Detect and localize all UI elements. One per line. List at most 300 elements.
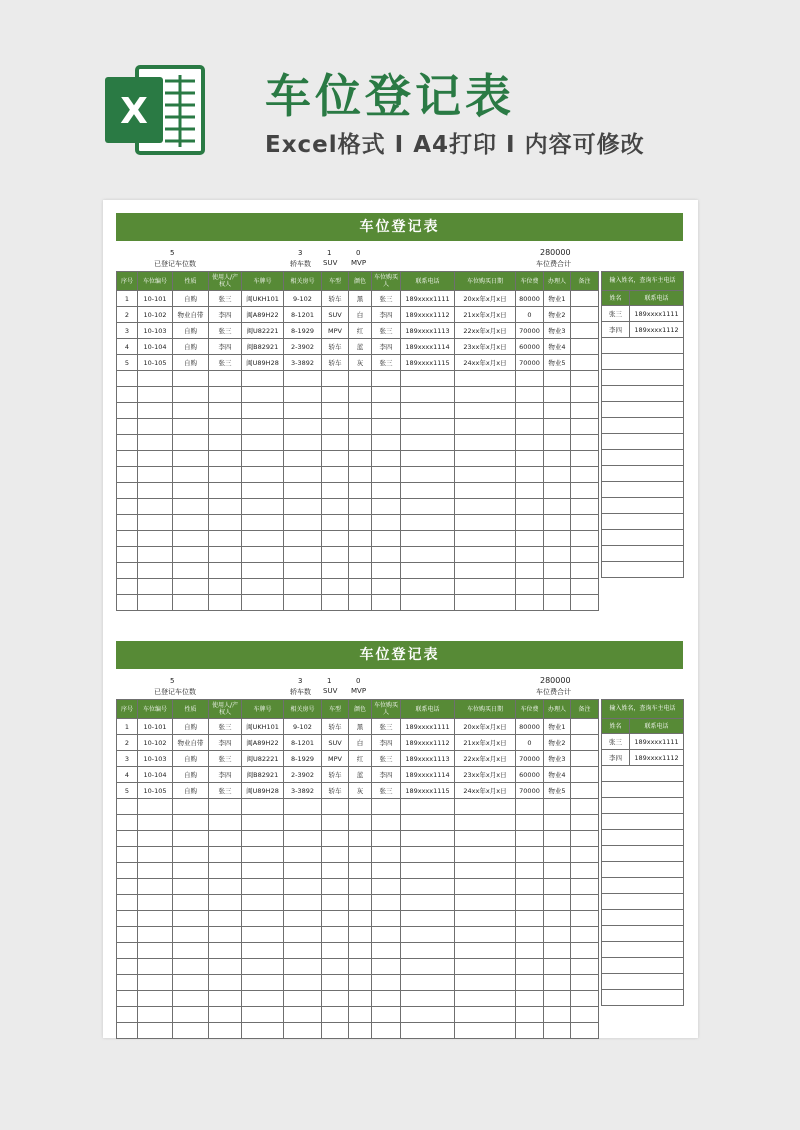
table-cell[interactable]: 张三 bbox=[209, 323, 242, 339]
table-cell[interactable] bbox=[401, 419, 455, 435]
table-cell[interactable]: 闽B82921 bbox=[242, 339, 284, 355]
lookup-cell[interactable] bbox=[602, 830, 684, 846]
table-cell[interactable] bbox=[401, 467, 455, 483]
table-cell[interactable] bbox=[242, 451, 284, 467]
table-cell[interactable] bbox=[209, 863, 242, 879]
table-cell[interactable] bbox=[138, 879, 173, 895]
table-cell[interactable] bbox=[544, 815, 571, 831]
table-cell[interactable]: 闽UKH101 bbox=[242, 291, 284, 307]
table-cell[interactable] bbox=[516, 879, 544, 895]
lookup-cell[interactable] bbox=[602, 514, 684, 530]
table-cell[interactable]: 黑 bbox=[349, 291, 372, 307]
table-cell[interactable] bbox=[209, 1023, 242, 1039]
table-cell[interactable] bbox=[349, 847, 372, 863]
table-cell[interactable] bbox=[401, 531, 455, 547]
table-cell[interactable] bbox=[401, 579, 455, 595]
table-cell[interactable] bbox=[571, 975, 599, 991]
table-cell[interactable]: 蓝 bbox=[349, 767, 372, 783]
table-cell[interactable]: 60000 bbox=[516, 767, 544, 783]
table-cell[interactable] bbox=[571, 339, 599, 355]
table-cell[interactable]: 4 bbox=[117, 767, 138, 783]
table-cell[interactable] bbox=[117, 483, 138, 499]
table-cell[interactable] bbox=[117, 547, 138, 563]
table-cell[interactable] bbox=[322, 371, 349, 387]
table-cell[interactable] bbox=[401, 1023, 455, 1039]
table-cell[interactable] bbox=[173, 943, 209, 959]
table-cell[interactable]: 自购 bbox=[173, 339, 209, 355]
table-cell[interactable] bbox=[544, 911, 571, 927]
table-cell[interactable] bbox=[516, 451, 544, 467]
lookup-cell[interactable] bbox=[602, 958, 684, 974]
table-cell[interactable] bbox=[242, 371, 284, 387]
table-cell[interactable] bbox=[349, 959, 372, 975]
table-cell[interactable] bbox=[372, 499, 401, 515]
table-cell[interactable]: 轿车 bbox=[322, 719, 349, 735]
table-cell[interactable] bbox=[401, 435, 455, 451]
table-cell[interactable] bbox=[322, 927, 349, 943]
table-cell[interactable]: 白 bbox=[349, 735, 372, 751]
lookup-cell[interactable]: 李四 bbox=[602, 750, 630, 766]
table-cell[interactable]: 李四 bbox=[209, 339, 242, 355]
table-cell[interactable]: 李四 bbox=[372, 339, 401, 355]
table-cell[interactable] bbox=[322, 467, 349, 483]
table-cell[interactable] bbox=[571, 911, 599, 927]
table-cell[interactable] bbox=[173, 847, 209, 863]
table-cell[interactable] bbox=[372, 943, 401, 959]
table-cell[interactable] bbox=[322, 403, 349, 419]
table-cell[interactable]: 闽B82921 bbox=[242, 767, 284, 783]
table-cell[interactable]: 张三 bbox=[209, 291, 242, 307]
table-cell[interactable] bbox=[372, 975, 401, 991]
table-cell[interactable] bbox=[173, 1023, 209, 1039]
table-cell[interactable] bbox=[209, 563, 242, 579]
table-cell[interactable] bbox=[516, 895, 544, 911]
table-cell[interactable] bbox=[455, 927, 516, 943]
table-cell[interactable]: 张三 bbox=[372, 355, 401, 371]
table-cell[interactable]: 8-1929 bbox=[284, 751, 322, 767]
table-cell[interactable] bbox=[242, 483, 284, 499]
table-cell[interactable] bbox=[242, 563, 284, 579]
table-cell[interactable] bbox=[173, 595, 209, 611]
table-cell[interactable] bbox=[322, 799, 349, 815]
table-cell[interactable] bbox=[349, 927, 372, 943]
table-cell[interactable]: 白 bbox=[349, 307, 372, 323]
table-cell[interactable] bbox=[372, 895, 401, 911]
table-cell[interactable] bbox=[209, 483, 242, 499]
table-cell[interactable] bbox=[284, 467, 322, 483]
table-cell[interactable] bbox=[138, 847, 173, 863]
table-cell[interactable] bbox=[284, 895, 322, 911]
table-cell[interactable] bbox=[284, 911, 322, 927]
table-cell[interactable] bbox=[242, 387, 284, 403]
table-cell[interactable]: 9-102 bbox=[284, 291, 322, 307]
table-cell[interactable]: 70000 bbox=[516, 751, 544, 767]
table-cell[interactable] bbox=[349, 419, 372, 435]
table-cell[interactable] bbox=[544, 595, 571, 611]
table-cell[interactable] bbox=[322, 831, 349, 847]
table-cell[interactable] bbox=[322, 387, 349, 403]
table-cell[interactable]: 轿车 bbox=[322, 339, 349, 355]
table-cell[interactable] bbox=[401, 451, 455, 467]
table-cell[interactable] bbox=[138, 467, 173, 483]
table-cell[interactable] bbox=[209, 815, 242, 831]
table-cell[interactable]: 张三 bbox=[209, 719, 242, 735]
table-cell[interactable] bbox=[455, 1023, 516, 1039]
table-cell[interactable] bbox=[455, 531, 516, 547]
table-cell[interactable] bbox=[284, 595, 322, 611]
table-cell[interactable] bbox=[242, 911, 284, 927]
table-cell[interactable]: 60000 bbox=[516, 339, 544, 355]
lookup-cell[interactable] bbox=[602, 546, 684, 562]
table-cell[interactable] bbox=[516, 1023, 544, 1039]
table-cell[interactable] bbox=[322, 499, 349, 515]
table-cell[interactable] bbox=[117, 435, 138, 451]
table-cell[interactable] bbox=[349, 467, 372, 483]
table-cell[interactable] bbox=[455, 499, 516, 515]
lookup-cell[interactable] bbox=[602, 990, 684, 1006]
table-cell[interactable] bbox=[455, 975, 516, 991]
table-cell[interactable]: 189xxxx1111 bbox=[401, 291, 455, 307]
lookup-cell[interactable] bbox=[602, 466, 684, 482]
table-cell[interactable] bbox=[117, 879, 138, 895]
table-cell[interactable] bbox=[516, 943, 544, 959]
lookup-cell[interactable] bbox=[602, 974, 684, 990]
table-cell[interactable] bbox=[544, 579, 571, 595]
lookup-cell[interactable] bbox=[602, 562, 684, 578]
table-cell[interactable] bbox=[455, 547, 516, 563]
table-cell[interactable] bbox=[516, 799, 544, 815]
table-cell[interactable] bbox=[544, 799, 571, 815]
table-cell[interactable] bbox=[516, 563, 544, 579]
table-cell[interactable]: 李四 bbox=[372, 735, 401, 751]
table-cell[interactable] bbox=[322, 531, 349, 547]
table-cell[interactable] bbox=[571, 403, 599, 419]
table-cell[interactable]: MPV bbox=[322, 323, 349, 339]
table-cell[interactable] bbox=[401, 563, 455, 579]
table-cell[interactable]: 蓝 bbox=[349, 339, 372, 355]
table-cell[interactable] bbox=[571, 595, 599, 611]
table-cell[interactable] bbox=[322, 595, 349, 611]
table-cell[interactable]: 张三 bbox=[372, 751, 401, 767]
table-cell[interactable]: 189xxxx1115 bbox=[401, 783, 455, 799]
table-cell[interactable] bbox=[544, 371, 571, 387]
table-cell[interactable] bbox=[372, 911, 401, 927]
table-cell[interactable]: 3-3892 bbox=[284, 783, 322, 799]
table-cell[interactable]: 张三 bbox=[372, 719, 401, 735]
table-cell[interactable] bbox=[138, 387, 173, 403]
table-cell[interactable] bbox=[284, 1007, 322, 1023]
table-cell[interactable] bbox=[544, 451, 571, 467]
table-cell[interactable] bbox=[544, 515, 571, 531]
table-cell[interactable] bbox=[242, 1023, 284, 1039]
table-cell[interactable] bbox=[173, 895, 209, 911]
table-cell[interactable] bbox=[138, 483, 173, 499]
table-cell[interactable] bbox=[349, 895, 372, 911]
table-cell[interactable]: 10-105 bbox=[138, 783, 173, 799]
table-cell[interactable] bbox=[322, 1007, 349, 1023]
lookup-cell[interactable] bbox=[602, 402, 684, 418]
table-cell[interactable] bbox=[516, 595, 544, 611]
table-cell[interactable] bbox=[372, 483, 401, 499]
table-cell[interactable]: SUV bbox=[322, 735, 349, 751]
table-cell[interactable] bbox=[117, 499, 138, 515]
table-cell[interactable] bbox=[401, 975, 455, 991]
table-cell[interactable] bbox=[173, 483, 209, 499]
table-cell[interactable] bbox=[349, 815, 372, 831]
table-cell[interactable] bbox=[117, 847, 138, 863]
table-cell[interactable] bbox=[349, 403, 372, 419]
table-cell[interactable] bbox=[455, 371, 516, 387]
table-cell[interactable] bbox=[571, 895, 599, 911]
table-cell[interactable] bbox=[138, 911, 173, 927]
table-cell[interactable] bbox=[173, 991, 209, 1007]
table-cell[interactable] bbox=[138, 831, 173, 847]
table-cell[interactable] bbox=[571, 291, 599, 307]
table-cell[interactable] bbox=[372, 1023, 401, 1039]
table-cell[interactable] bbox=[284, 927, 322, 943]
table-cell[interactable] bbox=[117, 467, 138, 483]
table-cell[interactable] bbox=[349, 499, 372, 515]
table-cell[interactable] bbox=[138, 927, 173, 943]
table-cell[interactable]: 张三 bbox=[209, 751, 242, 767]
table-cell[interactable] bbox=[349, 451, 372, 467]
table-cell[interactable] bbox=[173, 831, 209, 847]
table-cell[interactable] bbox=[117, 1007, 138, 1023]
table-cell[interactable] bbox=[544, 1023, 571, 1039]
table-cell[interactable] bbox=[209, 927, 242, 943]
table-cell[interactable] bbox=[173, 563, 209, 579]
table-cell[interactable] bbox=[117, 371, 138, 387]
table-cell[interactable]: 10-102 bbox=[138, 735, 173, 751]
table-cell[interactable] bbox=[372, 879, 401, 895]
table-cell[interactable] bbox=[242, 799, 284, 815]
table-cell[interactable] bbox=[322, 847, 349, 863]
table-cell[interactable] bbox=[138, 1007, 173, 1023]
table-cell[interactable] bbox=[571, 579, 599, 595]
table-cell[interactable]: 自购 bbox=[173, 751, 209, 767]
table-cell[interactable]: 70000 bbox=[516, 783, 544, 799]
table-cell[interactable] bbox=[173, 467, 209, 483]
lookup-cell[interactable] bbox=[602, 482, 684, 498]
table-cell[interactable] bbox=[571, 419, 599, 435]
table-cell[interactable] bbox=[284, 419, 322, 435]
table-cell[interactable]: 8-1929 bbox=[284, 323, 322, 339]
table-cell[interactable] bbox=[209, 579, 242, 595]
table-cell[interactable] bbox=[571, 547, 599, 563]
table-cell[interactable]: 物业2 bbox=[544, 307, 571, 323]
table-cell[interactable] bbox=[372, 959, 401, 975]
table-cell[interactable] bbox=[349, 831, 372, 847]
table-cell[interactable]: 物业自带 bbox=[173, 735, 209, 751]
table-cell[interactable]: 灰 bbox=[349, 355, 372, 371]
lookup-cell[interactable] bbox=[602, 354, 684, 370]
table-cell[interactable] bbox=[571, 515, 599, 531]
table-cell[interactable] bbox=[138, 1023, 173, 1039]
table-cell[interactable] bbox=[173, 799, 209, 815]
table-cell[interactable] bbox=[544, 943, 571, 959]
table-cell[interactable] bbox=[242, 943, 284, 959]
lookup-cell[interactable] bbox=[602, 846, 684, 862]
table-cell[interactable]: 8-1201 bbox=[284, 307, 322, 323]
table-cell[interactable]: 70000 bbox=[516, 323, 544, 339]
table-cell[interactable] bbox=[544, 387, 571, 403]
table-cell[interactable] bbox=[401, 403, 455, 419]
table-cell[interactable]: 189xxxx1114 bbox=[401, 767, 455, 783]
table-cell[interactable] bbox=[117, 991, 138, 1007]
table-cell[interactable] bbox=[242, 991, 284, 1007]
table-cell[interactable] bbox=[455, 483, 516, 499]
table-cell[interactable] bbox=[138, 563, 173, 579]
table-cell[interactable]: 物业自带 bbox=[173, 307, 209, 323]
table-cell[interactable] bbox=[173, 371, 209, 387]
table-cell[interactable] bbox=[117, 911, 138, 927]
table-cell[interactable] bbox=[284, 499, 322, 515]
table-cell[interactable] bbox=[173, 419, 209, 435]
table-cell[interactable]: 物业1 bbox=[544, 291, 571, 307]
table-cell[interactable] bbox=[138, 403, 173, 419]
table-cell[interactable]: 李四 bbox=[209, 735, 242, 751]
table-cell[interactable] bbox=[209, 451, 242, 467]
table-cell[interactable]: 10-104 bbox=[138, 339, 173, 355]
table-cell[interactable] bbox=[349, 879, 372, 895]
table-cell[interactable] bbox=[284, 879, 322, 895]
table-cell[interactable] bbox=[349, 943, 372, 959]
table-cell[interactable] bbox=[349, 595, 372, 611]
table-cell[interactable] bbox=[401, 911, 455, 927]
table-cell[interactable] bbox=[242, 515, 284, 531]
table-cell[interactable] bbox=[516, 959, 544, 975]
table-cell[interactable] bbox=[401, 879, 455, 895]
table-cell[interactable] bbox=[544, 563, 571, 579]
table-cell[interactable] bbox=[571, 815, 599, 831]
table-cell[interactable]: 自购 bbox=[173, 719, 209, 735]
table-cell[interactable] bbox=[349, 563, 372, 579]
table-cell[interactable] bbox=[242, 879, 284, 895]
table-cell[interactable] bbox=[571, 943, 599, 959]
table-cell[interactable] bbox=[209, 371, 242, 387]
table-cell[interactable]: 10-101 bbox=[138, 291, 173, 307]
table-cell[interactable] bbox=[544, 847, 571, 863]
table-cell[interactable] bbox=[349, 1023, 372, 1039]
table-cell[interactable] bbox=[544, 991, 571, 1007]
table-cell[interactable] bbox=[349, 435, 372, 451]
table-cell[interactable] bbox=[516, 927, 544, 943]
table-cell[interactable] bbox=[544, 863, 571, 879]
table-cell[interactable] bbox=[571, 467, 599, 483]
table-cell[interactable] bbox=[173, 499, 209, 515]
table-cell[interactable] bbox=[117, 863, 138, 879]
table-cell[interactable] bbox=[242, 1007, 284, 1023]
table-cell[interactable] bbox=[173, 435, 209, 451]
lookup-name-input[interactable]: 张三 bbox=[602, 734, 630, 750]
lookup-cell[interactable] bbox=[602, 530, 684, 546]
table-cell[interactable] bbox=[242, 927, 284, 943]
table-cell[interactable] bbox=[544, 435, 571, 451]
table-cell[interactable] bbox=[284, 847, 322, 863]
table-cell[interactable] bbox=[322, 1023, 349, 1039]
table-cell[interactable] bbox=[516, 531, 544, 547]
table-cell[interactable] bbox=[117, 927, 138, 943]
table-cell[interactable] bbox=[372, 799, 401, 815]
table-cell[interactable]: 闽U89H28 bbox=[242, 355, 284, 371]
table-cell[interactable] bbox=[455, 579, 516, 595]
table-cell[interactable] bbox=[284, 991, 322, 1007]
table-cell[interactable] bbox=[284, 531, 322, 547]
table-cell[interactable] bbox=[138, 435, 173, 451]
table-cell[interactable]: 5 bbox=[117, 783, 138, 799]
table-cell[interactable] bbox=[242, 403, 284, 419]
table-cell[interactable] bbox=[571, 387, 599, 403]
table-cell[interactable] bbox=[372, 927, 401, 943]
table-cell[interactable] bbox=[322, 419, 349, 435]
table-cell[interactable]: 物业5 bbox=[544, 355, 571, 371]
table-cell[interactable] bbox=[322, 943, 349, 959]
table-cell[interactable] bbox=[209, 943, 242, 959]
table-cell[interactable] bbox=[138, 451, 173, 467]
table-cell[interactable] bbox=[209, 911, 242, 927]
table-cell[interactable] bbox=[571, 355, 599, 371]
table-cell[interactable]: 189xxxx1115 bbox=[401, 355, 455, 371]
table-cell[interactable]: 0 bbox=[516, 307, 544, 323]
table-cell[interactable] bbox=[284, 1023, 322, 1039]
table-cell[interactable] bbox=[455, 911, 516, 927]
table-cell[interactable]: 189xxxx1112 bbox=[401, 735, 455, 751]
lookup-cell[interactable] bbox=[602, 910, 684, 926]
table-cell[interactable] bbox=[516, 911, 544, 927]
table-cell[interactable] bbox=[322, 991, 349, 1007]
table-cell[interactable] bbox=[349, 911, 372, 927]
table-cell[interactable] bbox=[571, 799, 599, 815]
table-cell[interactable]: 李四 bbox=[372, 767, 401, 783]
table-cell[interactable] bbox=[209, 831, 242, 847]
table-cell[interactable] bbox=[173, 547, 209, 563]
table-cell[interactable]: 21xx年x月x日 bbox=[455, 307, 516, 323]
table-cell[interactable] bbox=[401, 927, 455, 943]
table-cell[interactable] bbox=[349, 991, 372, 1007]
table-cell[interactable] bbox=[209, 547, 242, 563]
table-cell[interactable] bbox=[322, 515, 349, 531]
table-cell[interactable] bbox=[322, 911, 349, 927]
table-cell[interactable] bbox=[455, 467, 516, 483]
table-cell[interactable] bbox=[401, 895, 455, 911]
table-cell[interactable] bbox=[284, 975, 322, 991]
table-cell[interactable]: 10-101 bbox=[138, 719, 173, 735]
table-cell[interactable] bbox=[117, 959, 138, 975]
table-cell[interactable] bbox=[173, 387, 209, 403]
table-cell[interactable]: 轿车 bbox=[322, 291, 349, 307]
table-cell[interactable] bbox=[173, 579, 209, 595]
table-cell[interactable] bbox=[516, 467, 544, 483]
table-cell[interactable] bbox=[349, 579, 372, 595]
table-cell[interactable] bbox=[349, 547, 372, 563]
table-cell[interactable]: 灰 bbox=[349, 783, 372, 799]
table-cell[interactable]: 10-104 bbox=[138, 767, 173, 783]
table-cell[interactable] bbox=[117, 403, 138, 419]
table-cell[interactable] bbox=[209, 1007, 242, 1023]
table-cell[interactable]: 9-102 bbox=[284, 719, 322, 735]
table-cell[interactable]: 轿车 bbox=[322, 355, 349, 371]
table-cell[interactable] bbox=[138, 895, 173, 911]
table-cell[interactable] bbox=[401, 387, 455, 403]
table-cell[interactable] bbox=[209, 895, 242, 911]
table-cell[interactable] bbox=[117, 451, 138, 467]
table-cell[interactable] bbox=[209, 879, 242, 895]
table-cell[interactable]: 闽U82221 bbox=[242, 751, 284, 767]
table-cell[interactable] bbox=[516, 403, 544, 419]
table-cell[interactable] bbox=[516, 515, 544, 531]
table-cell[interactable] bbox=[284, 387, 322, 403]
table-cell[interactable]: 物业3 bbox=[544, 751, 571, 767]
